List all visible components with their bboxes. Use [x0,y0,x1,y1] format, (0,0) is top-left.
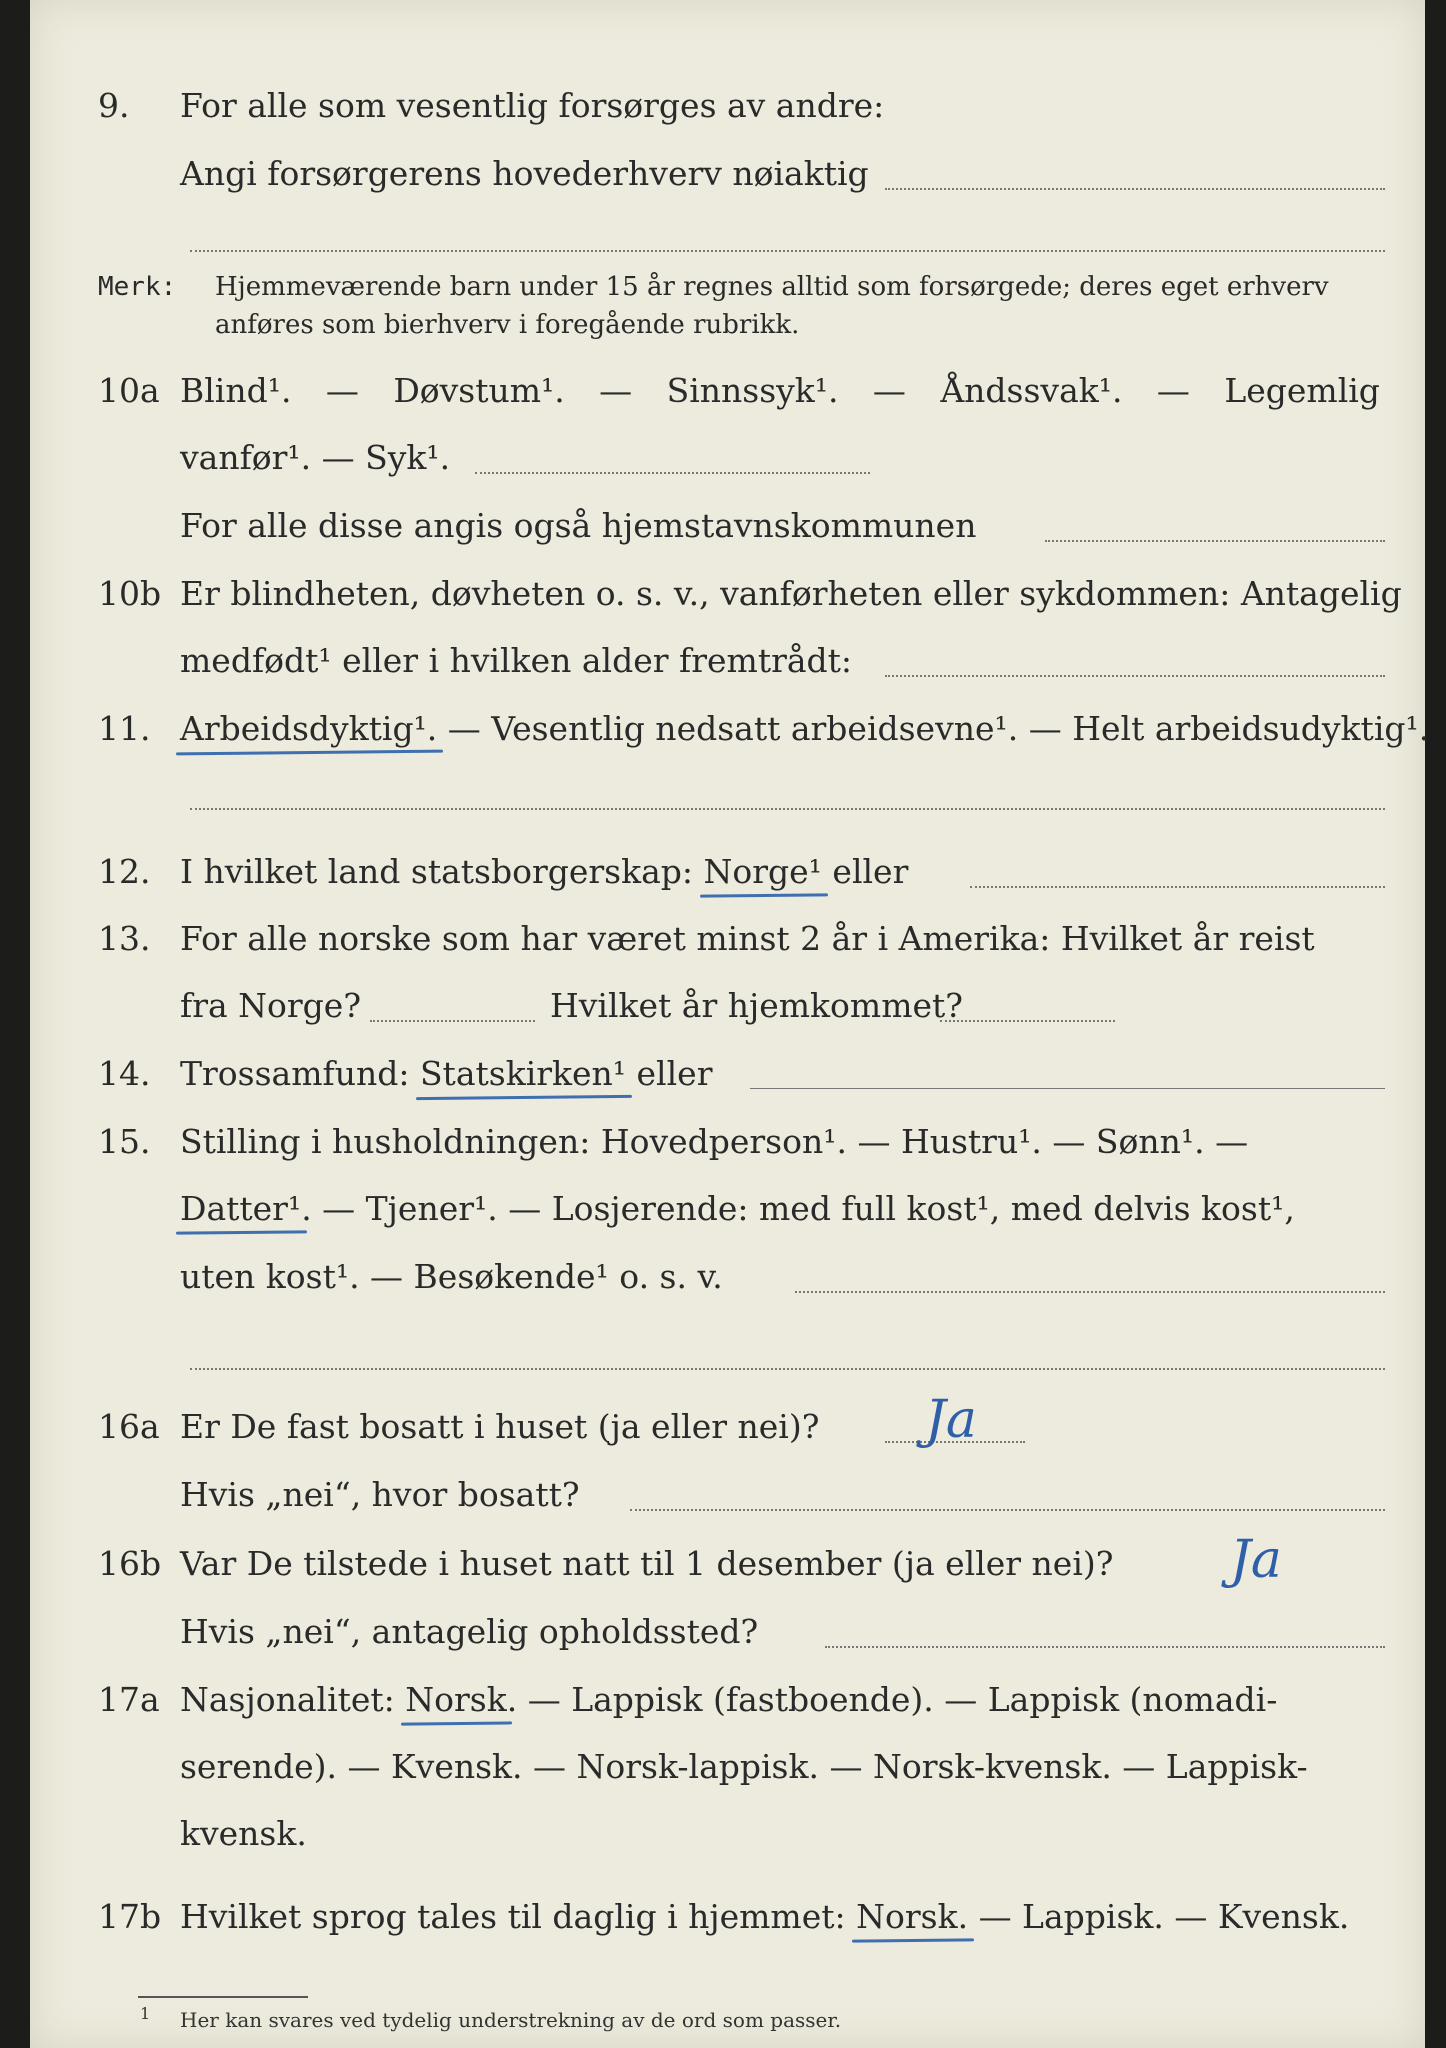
question-10b [30,570,1425,622]
question-text: I hvilket land statsborgerskap: Norge¹ eller [180,852,909,891]
option-text: — [325,371,359,410]
question-17b [30,1893,1425,1945]
answer-line[interactable] [190,250,1385,252]
question-text: Stilling i husholdningen: Hovedperson¹. — Hustru¹. — Sønn¹. — [180,1122,1249,1161]
option-text: — [1156,371,1190,410]
question-number: 16b [98,1544,162,1583]
question-text: Er De fast bosatt i huset (ja eller nei)? [180,1407,820,1446]
note-text: Hjemmeværende barn under 15 år regnes alltid som forsørgede; deres eget erhverv [215,272,1329,302]
question-15-line-3 [30,1253,1425,1305]
option-text: — [872,371,906,410]
option-text: Døvstum¹. [393,371,565,410]
option-text: Blind¹. [180,371,292,410]
underlined-answer[interactable]: Arbeidsdyktig¹. [180,709,438,748]
question-text: For alle disse angis også hjemstavnskommunen [180,506,977,545]
question-text: medfødt¹ eller i hvilken alder fremtrådt: [180,641,853,680]
question-text: Angi forsørgerens hovederhverv nøiaktig [180,154,869,193]
question-number: 10b [98,574,162,613]
underlined-answer[interactable]: Statskirken¹ [419,1054,627,1093]
note-label: Merk: [98,272,177,302]
footnote-text: Her kan svares ved tydelig understrekning av de ord som passer. [180,2008,842,2032]
question-13-line-2 [30,982,1425,1034]
underlined-answer[interactable]: Datter¹ [180,1189,302,1228]
question-10a-line-2 [30,434,1425,486]
handwritten-answer[interactable]: Ja [925,1390,977,1450]
question-number: 16a [98,1407,160,1446]
question-number: 10a [98,371,160,410]
question-11 [30,705,1430,757]
question-text: vanfør¹. — Syk¹. [180,438,451,477]
question-number: 17b [98,1897,162,1936]
question-number: 11. [98,709,151,748]
option-text: — [599,371,633,410]
question-16b [30,1540,1425,1592]
question-16a-line-2 [30,1471,1425,1523]
underlined-answer[interactable]: Norge¹ [703,852,822,891]
answer-field[interactable] [1045,540,1385,542]
question-text: Hvilket år hjemkommet? [550,986,963,1025]
answer-field[interactable] [970,886,1385,888]
question-text: Hvis „nei“, hvor bosatt? [180,1475,580,1514]
question-text: uten kost¹. — Besøkende¹ o. s. v. [180,1257,723,1296]
answer-field[interactable] [825,1646,1385,1648]
question-text: Trossamfund: Statskirken¹ eller [180,1054,713,1093]
answer-field[interactable] [475,472,870,474]
footnote-divider [138,1996,308,1998]
question-text: For alle som vesentlig forsørges av andre: [180,86,885,125]
underlined-answer[interactable]: Norsk [405,1680,507,1719]
option-text: Sinnssyk¹. [666,371,839,410]
answer-field[interactable] [885,675,1385,677]
question-text: Hvilket sprog tales til daglig i hjemmet: Norsk. — Lappisk. — Kvensk. [180,1897,1350,1936]
answer-line[interactable] [190,1368,1385,1370]
answer-field[interactable] [940,1020,1115,1022]
question-12 [30,848,1425,900]
question-number: 14. [98,1054,151,1093]
question-text: fra Norge? [180,986,362,1025]
answer-field[interactable] [750,1088,1385,1089]
question-16b-line-2 [30,1608,1425,1660]
question-16a [30,1403,1425,1455]
question-9 [30,82,1425,134]
question-17a-line-2 [30,1743,1425,1795]
question-text: Nasjonalitet: Norsk. — Lappisk (fastboende). — Lappisk (nomadi- [180,1680,1278,1719]
footnote-number: 1 [140,2004,151,2023]
question-13 [30,915,1425,967]
question-10a [30,367,1425,419]
answer-field[interactable] [370,1020,535,1022]
question-10b-line-2 [30,637,1425,689]
question-number: 15. [98,1122,151,1161]
answer-field[interactable] [630,1509,1385,1511]
question-text: Var De tilstede i huset natt til 1 desember (ja eller nei)? [180,1544,1114,1583]
question-text: Datter¹. — Tjener¹. — Losjerende: med full kost¹, med delvis kost¹, [180,1189,1295,1228]
question-10a-line-3 [30,502,1425,554]
question-14 [30,1050,1425,1102]
question-text [180,371,1380,410]
note-text: anføres som bierhverv i foregående rubrikk. [215,310,800,340]
question-number: 9. [98,86,130,125]
option-text: Åndssvak¹. [940,371,1123,410]
answer-field[interactable] [795,1291,1385,1293]
question-15-line-2 [30,1185,1425,1237]
census-form-page [30,0,1430,2048]
question-text: Hvis „nei“, antagelig opholdssted? [180,1612,759,1651]
question-text: Er blindheten, døvheten o. s. v., vanførheten eller sykdommen: Antagelig [180,574,1402,613]
question-number: 12. [98,852,151,891]
question-17a-line-3 [30,1810,1425,1862]
question-number: 13. [98,919,151,958]
underlined-answer[interactable]: Norsk. [856,1897,969,1936]
question-17a [30,1676,1425,1728]
answer-line[interactable] [190,808,1385,810]
question-text: Arbeidsdyktig¹. — Vesentlig nedsatt arbeidsevne¹. — Helt arbeidsudyktig¹. [180,709,1430,748]
question-text: kvensk. [180,1814,307,1853]
question-text: serende). — Kvensk. — Norsk-lappisk. — Norsk-kvensk. — Lappisk- [180,1747,1308,1786]
question-15 [30,1118,1425,1170]
handwritten-answer[interactable]: Ja [1230,1530,1282,1590]
option-text: Legemlig [1224,371,1380,410]
answer-field[interactable] [885,188,1385,190]
question-number: 17a [98,1680,160,1719]
question-9-line-2 [30,150,1425,202]
question-text: For alle norske som har været minst 2 år i Amerika: Hvilket år reist [180,919,1315,958]
